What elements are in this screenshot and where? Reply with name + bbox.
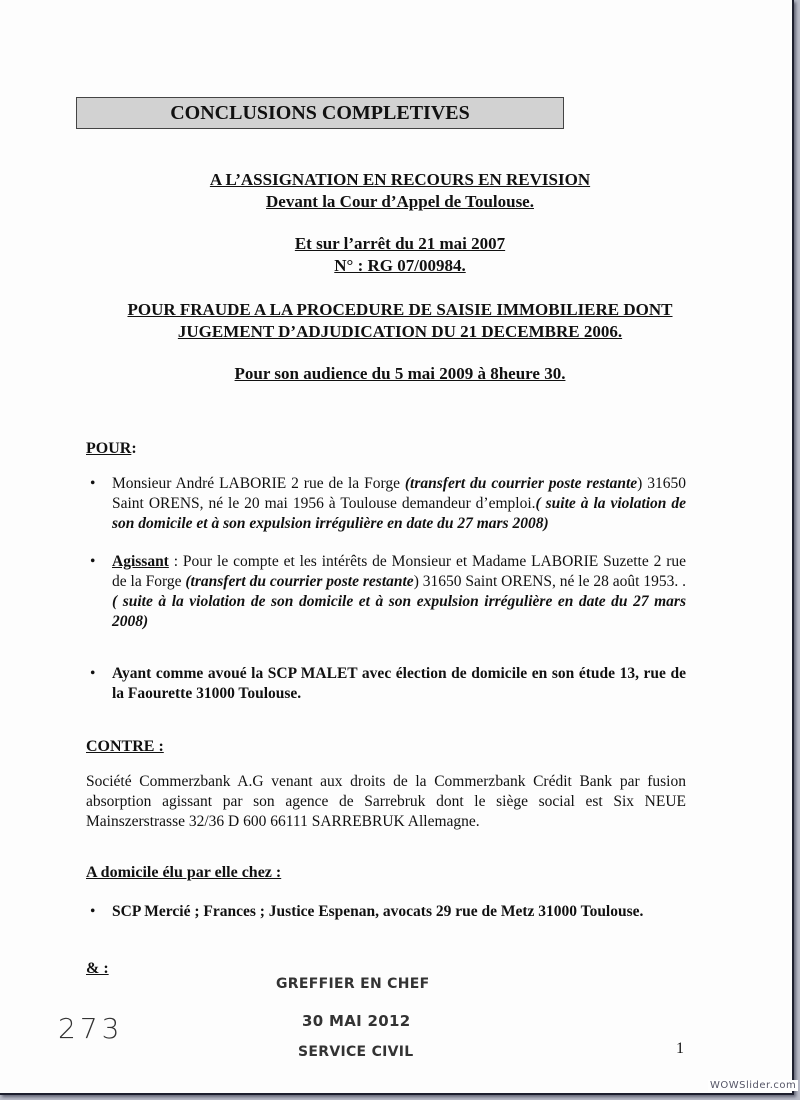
section-contre-heading: CONTRE :: [86, 738, 164, 755]
pour-item-3: • Ayant comme avoué la SCP MALET avec élection de domicile en son étude 13, rue de la Faourette 31000 Toulouse.: [90, 665, 686, 702]
section-domicile-heading: A domicile élu par elle chez :: [86, 864, 282, 881]
pour-item-1: • Monsieur André LABORIE 2 rue de la Forge (transfert du courrier poste restante) 31650 Saint ORENS, né le 20 mai 1956 à Toulouse demandeur d’emploi.( suite à la violation de son domicile et à son expulsion irrégulière en date du 27 mars 2008): [90, 475, 687, 532]
handwritten-number: 273: [58, 1012, 124, 1045]
bullet-icon: •: [90, 475, 96, 492]
heading-jugement: JUGEMENT D’ADJUDICATION DU 21 DECEMBRE 2006.: [177, 322, 623, 341]
document-title: CONCLUSIONS COMPLETIVES: [76, 97, 564, 129]
bullet-icon: •: [90, 553, 96, 570]
heading-assignation: A L’ASSIGNATION EN RECOURS EN REVISION: [209, 170, 591, 189]
heading-arret: Et sur l’arrêt du 21 mai 2007: [294, 234, 506, 253]
watermark: WOWSlider.com: [710, 1080, 797, 1091]
bullet-icon: •: [90, 665, 96, 682]
section-pour-heading: POUR:: [86, 440, 137, 457]
title-box: [76, 97, 562, 129]
heading-audience: Pour son audience du 5 mai 2009 à 8heure 30.: [234, 364, 566, 383]
domicile-item-1: • SCP Mercié ; Frances ; Justice Espenan, avocats 29 rue de Metz 31000 Toulouse.: [90, 903, 644, 920]
stamp-greffier: GREFFIER EN CHEF: [276, 976, 430, 992]
bullet-icon: •: [90, 903, 96, 920]
stamp-service: SERVICE CIVIL: [298, 1044, 414, 1060]
pour-item-2: • Agissant : Pour le compte et les intérêts de Monsieur et Madame LABORIE Suzette 2 rue de la Forge (transfert du courrier poste restante) 31650 Saint ORENS, né le 28 août 1953. .( suite à la violation de son domicile et à son expulsion irrégulière en date du 27 mars 2008): [90, 553, 686, 630]
heading-cour: Devant la Cour d’Appel de Toulouse.: [266, 192, 534, 211]
heading-fraude: POUR FRAUDE A LA PROCEDURE DE SAISIE IMMOBILIERE DONT: [127, 300, 673, 319]
page-number: 1: [676, 1040, 684, 1057]
contre-text: Société Commerzbank A.G venant aux droits de la Commerzbank Crédit Bank par fusion absorption agissant par son agence de Sarrebruk dont le siège social est Six NEUE Mainszerstrasse 32/36 D 600 66111 SARREBRUK Allemagne.: [86, 773, 686, 830]
stamp-date: 30 MAI 2012: [302, 1012, 411, 1030]
section-ampersand-heading: & :: [86, 960, 109, 977]
heading-rg-number: N° : RG 07/00984.: [334, 256, 466, 275]
